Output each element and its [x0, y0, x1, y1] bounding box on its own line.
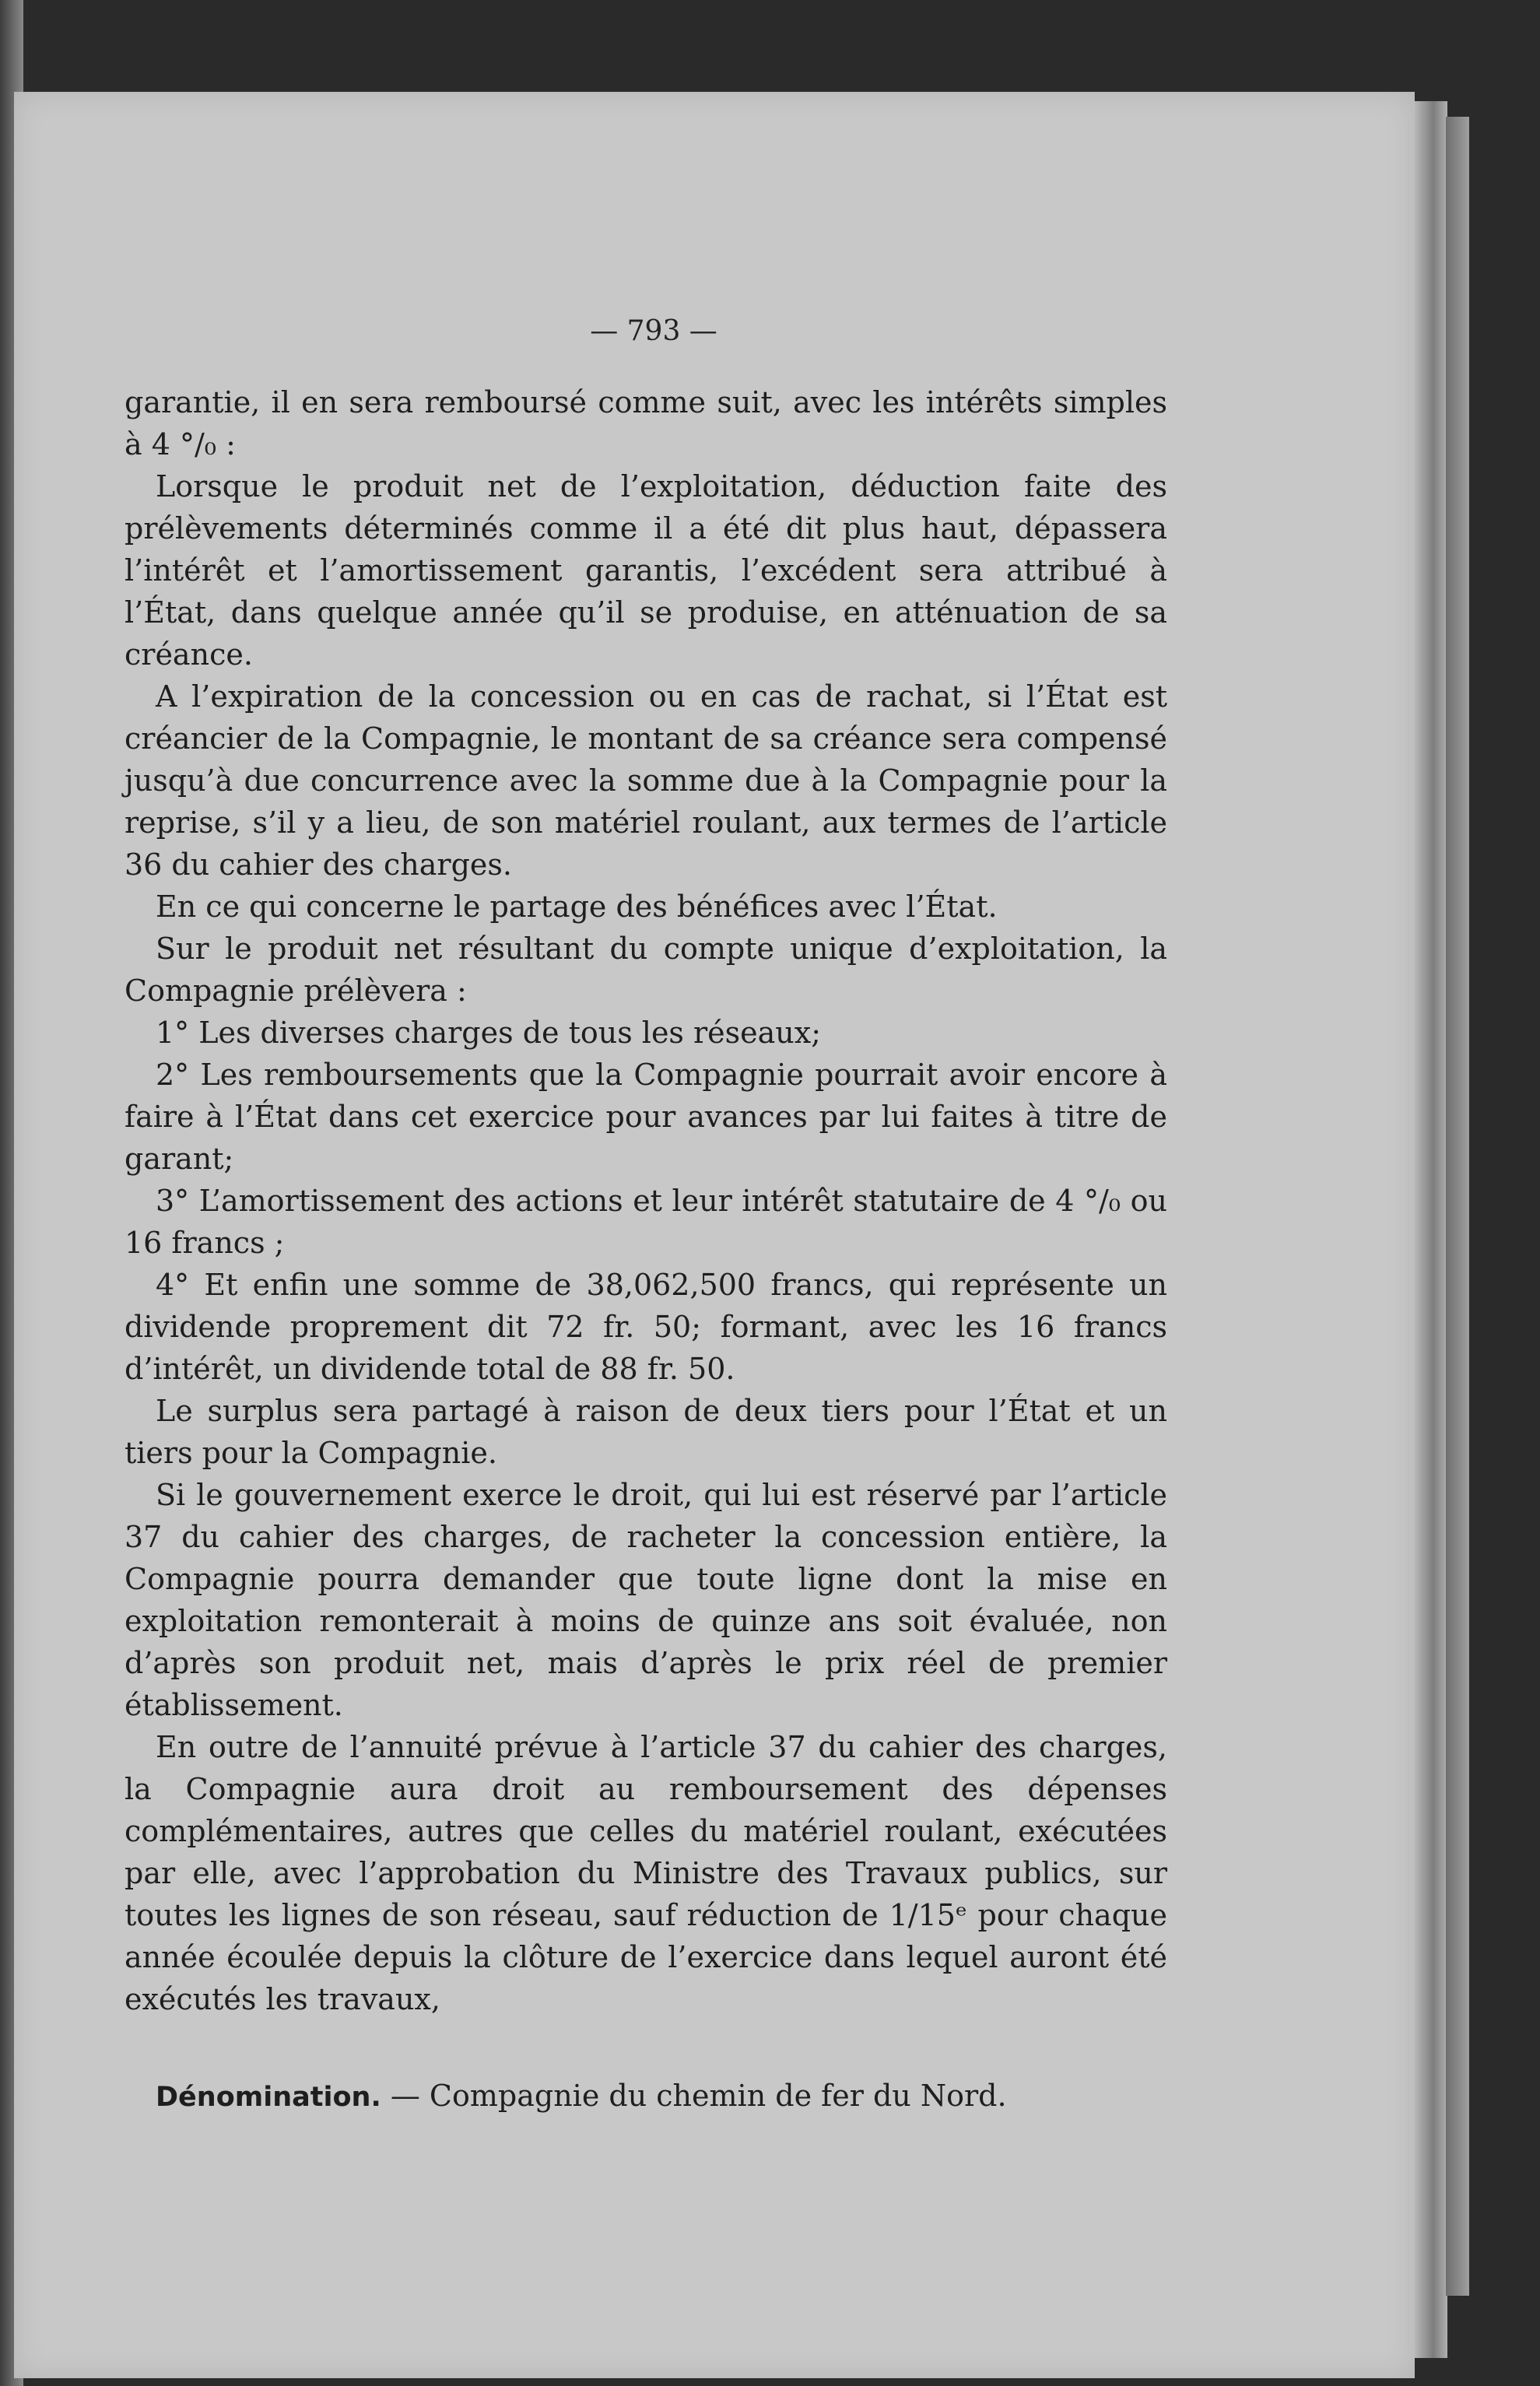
- paragraph-rachat: Si le gouvernement exerce le droit, qui lui est réservé par l’article 37 du cahier des charges, de racheter la concession entière, la Compagnie pourra demander que toute ligne dont la mise en exploitation remonterait à moins de quinze ans soit évaluée, non d’après son produit net, mais d’après le prix réel de premier établissement.: [125, 1478, 1167, 1722]
- denomination-label: Dénomination.: [156, 2082, 381, 2113]
- list-item-2: 2° Les remboursements que la Compagnie pourrait avoir encore à faire à l’État dans cet exercice pour avances par lui faites à titre de garant;: [125, 1058, 1167, 1176]
- paragraph-continuation: garantie, il en sera remboursé comme suit, avec les intérêts simples à 4 °/₀ :: [125, 385, 1167, 461]
- page-number: — 793 —: [590, 315, 717, 347]
- paragraph-expiration: A l’expiration de la concession ou en cas de rachat, si l’État est créancier de la Compagnie, le montant de sa créance sera compensé jusqu’à due concurrence avec la somme due à la Compagnie pour la reprise, s’il y a lieu, de son matériel roulant, aux termes de l’article 36 du cahier des charges.: [125, 679, 1167, 882]
- denomination-line: [125, 2075, 1167, 2118]
- paragraph-produit-net: Sur le produit net résultant du compte unique d’exploitation, la Compagnie prélèvera :: [125, 932, 1167, 1008]
- list-item-4: 4° Et enfin une somme de 38,062,500 francs, qui représente un dividende proprement dit 72 fr. 50; formant, avec les 16 francs d’intérêt, un dividende total de 88 fr. 50.: [125, 1268, 1167, 1386]
- paragraph-lorsque: Lorsque le produit net de l’exploitation, déduction faite des prélèvements déterminés comme il a été dit plus haut, dépassera l’intérêt et l’amortissement garantis, l’excédent sera attribué à l’État, dans quelque année qu’il se produise, en atténuation de sa créance.: [125, 469, 1167, 672]
- page-stack-edge-outer: [1446, 117, 1469, 2296]
- denomination-text: — Compagnie du chemin de fer du Nord.: [381, 2079, 1007, 2113]
- list-item-3: 3° L’amortissement des actions et leur intérêt statutaire de 4 °/₀ ou 16 francs ;: [125, 1184, 1167, 1260]
- paragraph-partage-heading: En ce qui concerne le partage des bénéfices avec l’État.: [156, 889, 998, 924]
- body-text: [125, 381, 1167, 2118]
- paragraph-annuite: En outre de l’annuité prévue à l’article 37 du cahier des charges, la Compagnie aura droit au remboursement des dépenses complémentaires, autres que celles du matériel roulant, exécutées par elle, avec l’approbation du Ministre des Travaux publics, sur toutes les lignes de son réseau, sauf réduction de 1/15ᵉ pour chaque année écoulée depuis la clôture de l’exercice dans lequel auront été exécutés les travaux,: [125, 1730, 1167, 2016]
- list-item-1: 1° Les diverses charges de tous les réseaux;: [156, 1016, 822, 1050]
- paragraph-surplus: Le surplus sera partagé à raison de deux tiers pour l’État et un tiers pour la Compagnie.: [125, 1394, 1167, 1470]
